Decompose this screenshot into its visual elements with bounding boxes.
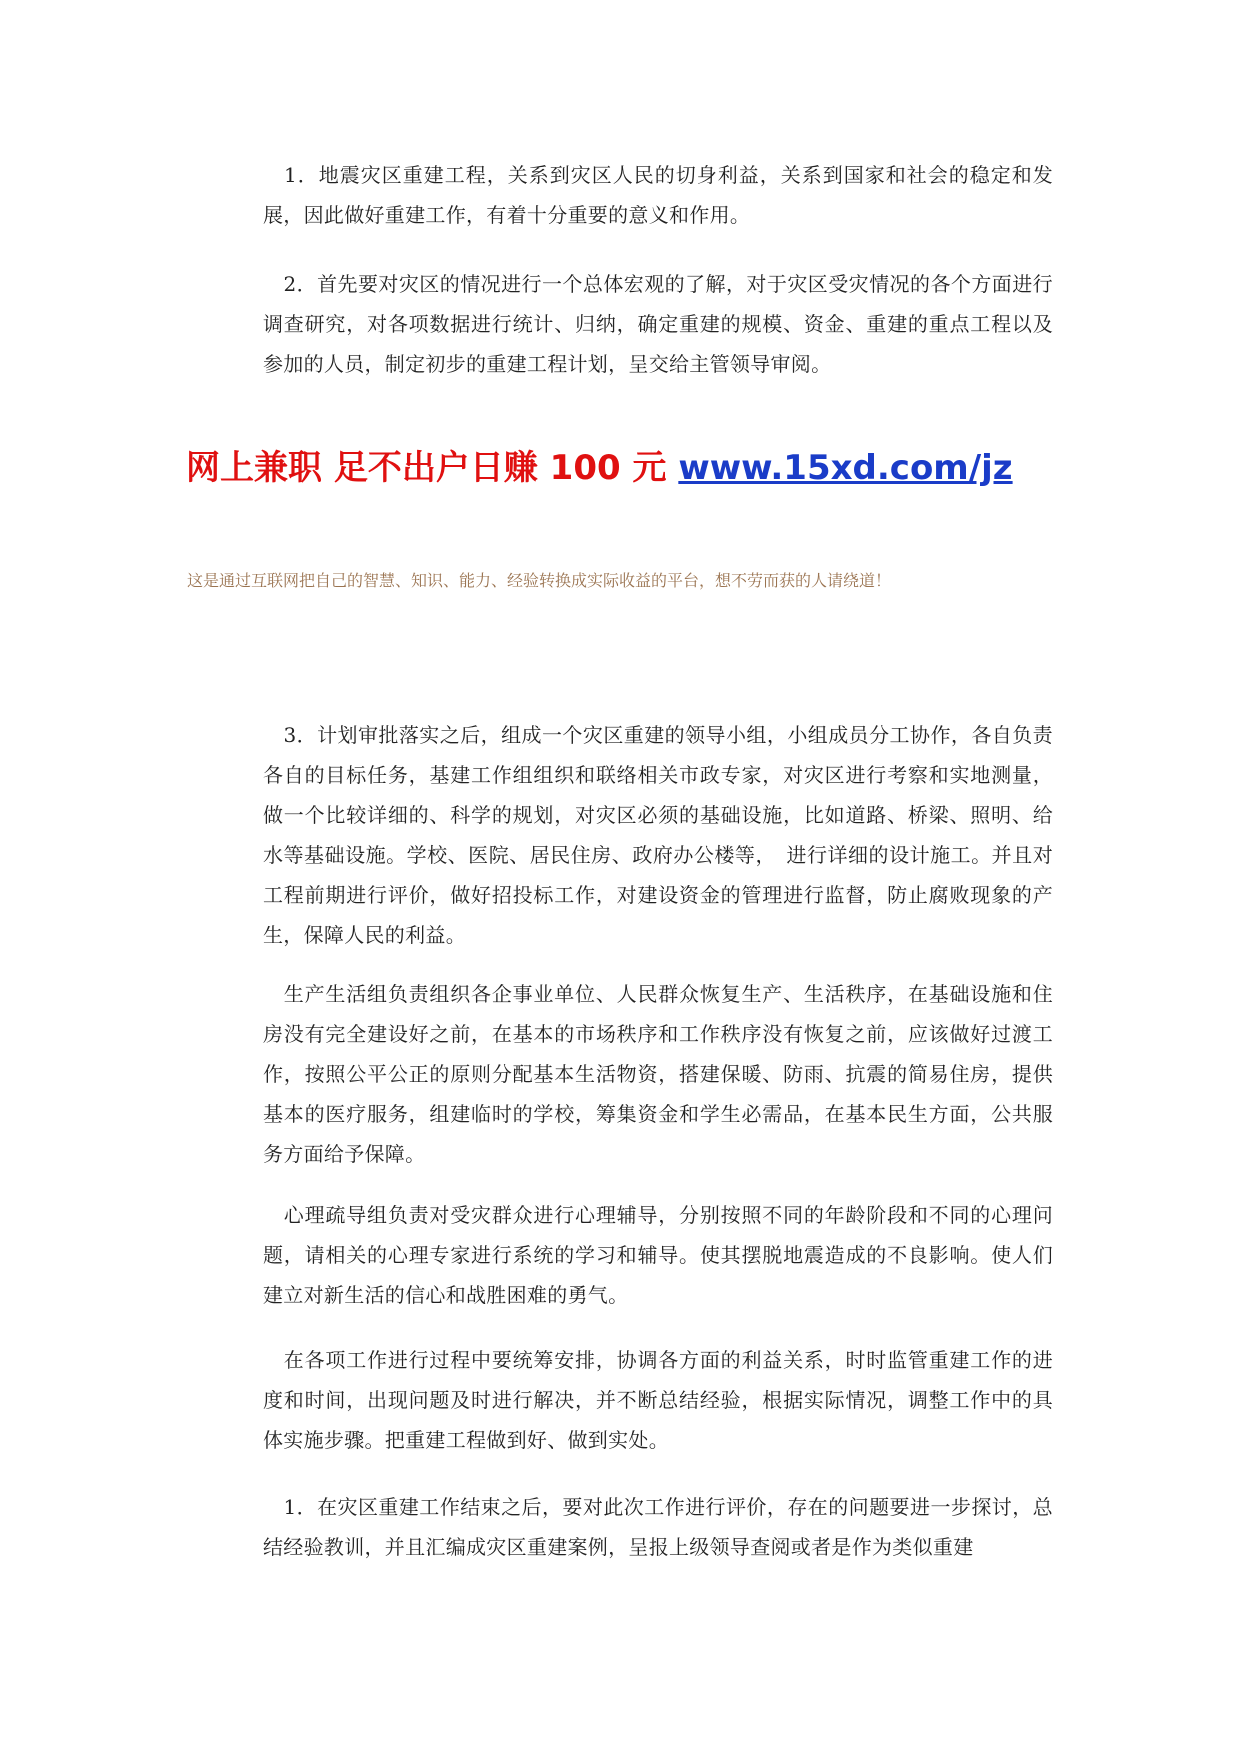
paragraph-6: 在各项工作进行过程中要统筹安排，协调各方面的利益关系，时时监管重建工作的进度和时间，出现问题及时进行解决，并不断总结经验，根据实际情况，调整工作中的具体实施步骤。把重建工程做到好、做到实处。 xyxy=(263,1348,1053,1452)
ad-headline-text: 网上兼职 足不出户日赚 100 元 xyxy=(186,448,679,488)
paragraph-3: 3．计划审批落实之后，组成一个灾区重建的领导小组，小组成员分工协作，各自负责各自的目标任务，基建工作组组织和联络相关市政专家，对灾区进行考察和实地测量，做一个比较详细的、科学的规划，对灾区必须的基础设施，比如道路、桥梁、照明、给水等基础设施。学校、医院、居民住房、政府办公楼等， 进行详细的设计施工。并且对工程前期进行评价，做好招投标工作，对建设资金的管理进行监督，防止腐败现象的产生，保障人民的利益。 xyxy=(263,723,1053,947)
paragraph-1: 1．地震灾区重建工程，关系到灾区人民的切身利益，关系到国家和社会的稳定和发展，因此做好重建工作，有着十分重要的意义和作用。 xyxy=(263,163,1053,227)
paragraph-2: 2．首先要对灾区的情况进行一个总体宏观的了解，对于灾区受灾情况的各个方面进行调查研究，对各项数据进行统计、归纳，确定重建的规模、资金、重建的重点工程以及参加的人员，制定初步的重建工程计划，呈交给主管领导审阅。 xyxy=(263,272,1053,376)
ad-link[interactable]: www.15xd.com/jz xyxy=(678,448,1013,488)
paragraph-4: 生产生活组负责组织各企事业单位、人民群众恢复生产、生活秩序，在基础设施和住房没有完全建设好之前，在基本的市场秩序和工作秩序没有恢复之前，应该做好过渡工作，按照公平公正的原则分配基本生活物资，搭建保暖、防雨、抗震的简易住房，提供基本的医疗服务，组建临时的学校，筹集资金和学生必需品，在基本民生方面，公共服务方面给予保障。 xyxy=(263,982,1053,1166)
ad-tagline: 这是通过互联网把自己的智慧、知识、能力、经验转换成实际收益的平台，想不劳而获的人请绕道！ xyxy=(187,571,892,590)
paragraph-5: 心理疏导组负责对受灾群众进行心理辅导，分别按照不同的年龄阶段和不同的心理问题，请相关的心理专家进行系统的学习和辅导。使其摆脱地震造成的不良影响。使人们建立对新生活的信心和战胜困难的勇气。 xyxy=(263,1203,1053,1307)
paragraph-7: 1．在灾区重建工作结束之后，要对此次工作进行评价，存在的问题要进一步探讨，总结经验教训，并且汇编成灾区重建案例，呈报上级领导查阅或者是作为类似重建 xyxy=(263,1495,1053,1559)
ad-headline xyxy=(186,443,1086,493)
